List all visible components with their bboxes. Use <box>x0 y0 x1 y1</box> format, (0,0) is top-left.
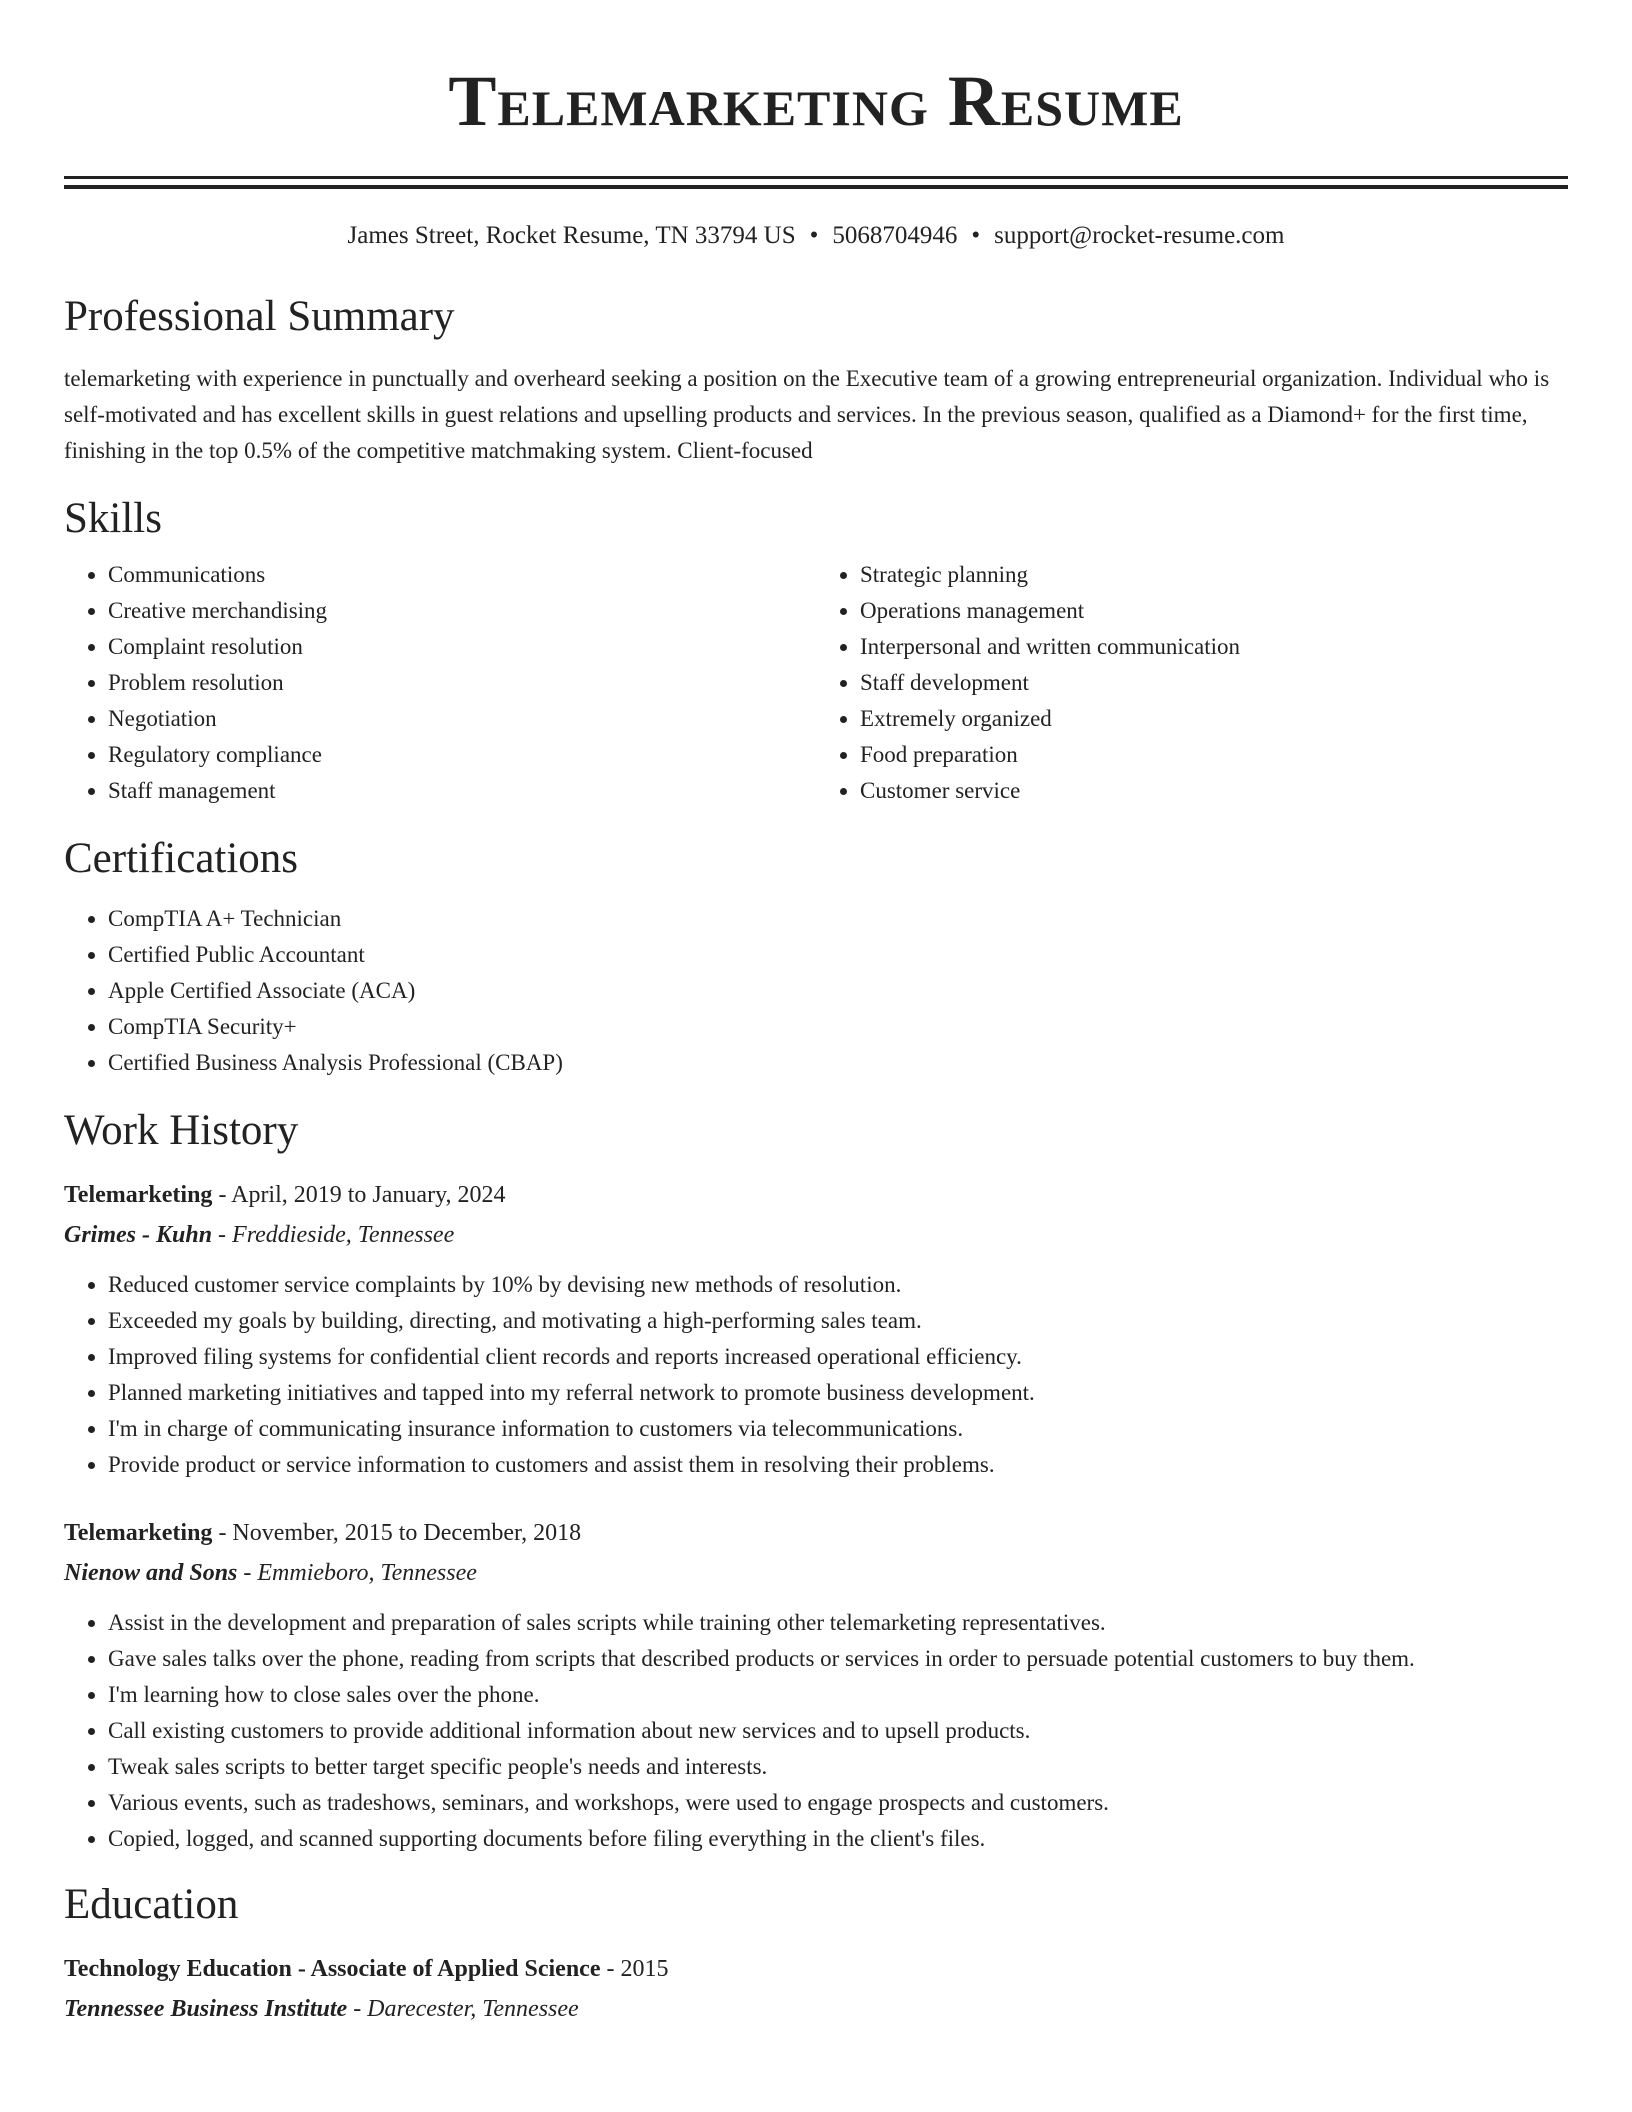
job-bullet: • Provide product or service information to customers and assist them in resolving their problems. <box>108 1447 1568 1483</box>
job-title: Telemarketing <box>64 1520 213 1546</box>
job-bullet: • Reduced customer service complaints by 10% by devising new methods of resolution. <box>108 1267 1568 1303</box>
job-bullet: • Planned marketing initiatives and tapped into my referral network to promote business development. <box>108 1375 1568 1411</box>
title-divider-bottom <box>64 185 1568 189</box>
summary-text: telemarketing with experience in punctually and overheard seeking a position on the Executive team of a growing entrepreneurial organization. Individual who is self-motivated and has excellent skills in guest relations and upselling products and services. In the previous season, qualified as a Diamond+ for the first time, finishing in the top 0.5% of the competitive matchmaking system. Client-focused <box>64 366 1550 463</box>
skills-list-left <box>64 557 816 809</box>
certifications-list <box>64 901 1568 1081</box>
contact-address: James Street, Rocket Resume, TN 33794 US <box>347 222 796 249</box>
skill-item: • Customer service <box>860 773 1568 809</box>
summary-heading: Professional Summary <box>64 293 455 340</box>
title-divider-top <box>64 176 1568 179</box>
education-degree-line <box>64 1949 1568 1989</box>
skill-item: • Extremely organized <box>860 701 1568 737</box>
contact-email: support@rocket-resume.com <box>994 222 1285 249</box>
skill-item: • Staff management <box>108 773 816 809</box>
skill-item: • Regulatory compliance <box>108 737 816 773</box>
contact-separator: • <box>971 222 981 249</box>
job-title-line <box>64 1175 1568 1215</box>
skill-item: • Food preparation <box>860 737 1568 773</box>
education-year: - 2015 <box>600 1956 669 1982</box>
job-bullet: • Tweak sales scripts to better target specific people's needs and interests. <box>108 1749 1568 1785</box>
job-bullet: • Exceeded my goals by building, directing, and motivating a high-performing sales team. <box>108 1303 1568 1339</box>
job-company: Grimes - Kuhn <box>64 1222 213 1248</box>
education-location: - Darecester, Tennessee <box>347 1996 579 2022</box>
job-bullet: • Copied, logged, and scanned supporting documents before filing everything in the client's files. <box>108 1821 1568 1857</box>
job-bullets <box>64 1605 1568 1857</box>
certification-item: • Apple Certified Associate (ACA) <box>108 973 1568 1009</box>
job-bullet: • I'm learning how to close sales over the phone. <box>108 1677 1568 1713</box>
skills-columns <box>64 557 1568 809</box>
job-bullet: • Assist in the development and preparation of sales scripts while training other telemarketing representatives. <box>108 1605 1568 1641</box>
skills-list-right <box>816 557 1568 809</box>
skill-item: • Negotiation <box>108 701 816 737</box>
certifications-heading: Certifications <box>64 835 299 882</box>
job-entry <box>64 1513 1568 1857</box>
skill-item: • Operations management <box>860 593 1568 629</box>
skill-item: • Communications <box>108 557 816 593</box>
job-bullet: • I'm in charge of communicating insurance information to customers via telecommunications. <box>108 1411 1568 1447</box>
skills-heading: Skills <box>64 495 162 542</box>
contact-phone: 5068704946 <box>832 222 958 249</box>
job-bullet: • Call existing customers to provide additional information about new services and to upsell products. <box>108 1713 1568 1749</box>
job-bullet: • Various events, such as tradeshows, seminars, and workshops, were used to engage prospects and customers. <box>108 1785 1568 1821</box>
skill-item: • Staff development <box>860 665 1568 701</box>
education-heading: Education <box>64 1881 239 1928</box>
skill-item: • Problem resolution <box>108 665 816 701</box>
job-bullet: • Gave sales talks over the phone, reading from scripts that described products or services in order to persuade potential customers to buy them. <box>108 1641 1568 1677</box>
job-dates: - November, 2015 to December, 2018 <box>212 1520 582 1546</box>
skill-item: • Creative merchandising <box>108 593 816 629</box>
education-entry <box>64 1949 1568 2029</box>
job-location: - Freddieside, Tennessee <box>212 1222 455 1248</box>
skill-item: • Interpersonal and written communication <box>860 629 1568 665</box>
job-title-line <box>64 1513 1568 1553</box>
work-history-heading: Work History <box>64 1107 299 1154</box>
certification-item: • Certified Business Analysis Professional (CBAP) <box>108 1045 1568 1081</box>
education-school: Tennessee Business Institute <box>64 1996 348 2022</box>
education-school-line <box>64 1989 1568 2029</box>
education-degree: Technology Education - Associate of Applied Science <box>64 1956 601 1982</box>
skill-item: • Strategic planning <box>860 557 1568 593</box>
job-entry <box>64 1175 1568 1483</box>
job-company: Nienow and Sons <box>64 1560 238 1586</box>
contact-line <box>64 219 1568 253</box>
job-title: Telemarketing <box>64 1182 213 1208</box>
contact-separator: • <box>809 222 819 249</box>
job-company-line <box>64 1553 1568 1593</box>
certification-item: • Certified Public Accountant <box>108 937 1568 973</box>
job-bullets <box>64 1267 1568 1483</box>
job-bullet: • Improved filing systems for confidential client records and reports increased operational efficiency. <box>108 1339 1568 1375</box>
job-company-line <box>64 1215 1568 1255</box>
skill-item: • Complaint resolution <box>108 629 816 665</box>
job-location: - Emmieboro, Tennessee <box>237 1560 477 1586</box>
certification-item: • CompTIA Security+ <box>108 1009 1568 1045</box>
certification-item: • CompTIA A+ Technician <box>108 901 1568 937</box>
job-dates: - April, 2019 to January, 2024 <box>212 1182 506 1208</box>
page-title: Telemarketing Resume <box>448 61 1184 141</box>
